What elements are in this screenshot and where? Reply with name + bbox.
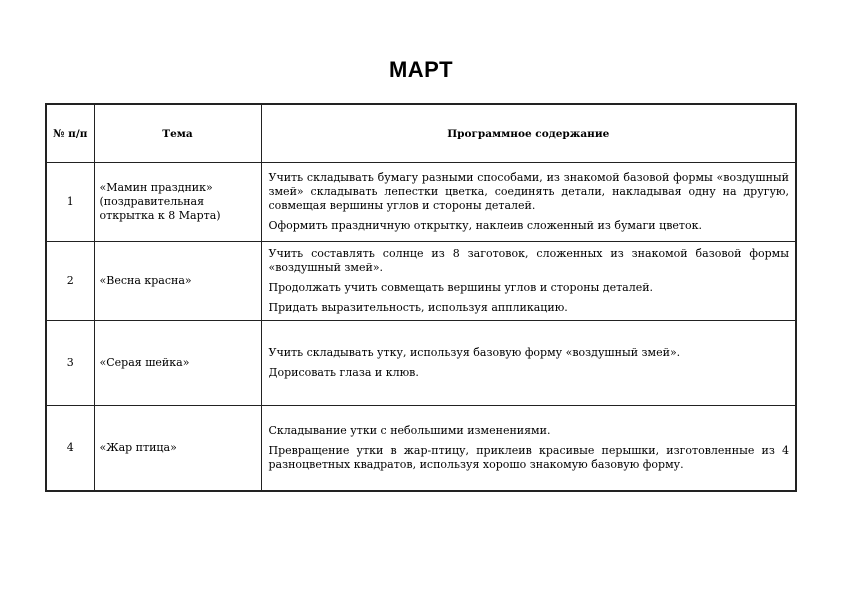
- row-topic: «Жар птица»: [94, 406, 261, 491]
- table-row: [46, 406, 796, 491]
- header-topic: Тема: [94, 104, 261, 163]
- header-content: Программное содержание: [261, 104, 796, 163]
- row-content: [261, 163, 796, 242]
- row-num: 1: [46, 163, 94, 242]
- content-paragraph: Учить складывать утку, используя базовую форму «воздушный змей».: [268, 346, 681, 359]
- row-num: 3: [46, 321, 94, 406]
- lesson-plan-table: [45, 103, 797, 492]
- content-paragraph: Дорисовать глаза и клюв.: [268, 366, 419, 379]
- table-row: [46, 163, 796, 242]
- row-num: 4: [46, 406, 94, 491]
- table-row: [46, 242, 796, 321]
- header-num: № п/п: [46, 104, 94, 163]
- content-paragraph: Продолжать учить совмещать вершины углов и стороны деталей.: [268, 281, 654, 294]
- content-paragraph: Придать выразительность, используя аппликацию.: [268, 301, 568, 314]
- row-topic: «Мамин праздник» (поздравительная открытка к 8 Марта): [94, 163, 261, 242]
- table-header-row: [46, 104, 796, 163]
- row-content: [261, 242, 796, 321]
- content-paragraph: Складывание утки с небольшими изменениями.: [268, 423, 551, 437]
- row-topic: «Весна красна»: [94, 242, 261, 321]
- row-content: [261, 406, 796, 491]
- row-topic: «Серая шейка»: [94, 321, 261, 406]
- page-title: МАРТ: [388, 57, 454, 82]
- table-row: [46, 321, 796, 406]
- row-content: [261, 321, 796, 406]
- content-paragraph: Оформить праздничную открытку, наклеив сложенный из бумаги цветок.: [268, 219, 702, 232]
- row-num: 2: [46, 242, 94, 321]
- content-paragraph: Превращение утки в жар-птицу, приклеив красивые перышки, изготовленные из 4 разноцветных квадратов, используя хорошо знакомую базовую форму.: [268, 443, 789, 471]
- content-paragraph: Учить складывать бумагу разными способами, из знакомой базовой формы «воздушный змей» складывать лепестки цветка, соединять детали, накладывая одну на другую, совмещая вершины углов и стороны деталей.: [268, 171, 789, 212]
- content-paragraph: Учить составлять солнце из 8 заготовок, сложенных из знакомой базовой формы «воздушный змей».: [268, 247, 789, 274]
